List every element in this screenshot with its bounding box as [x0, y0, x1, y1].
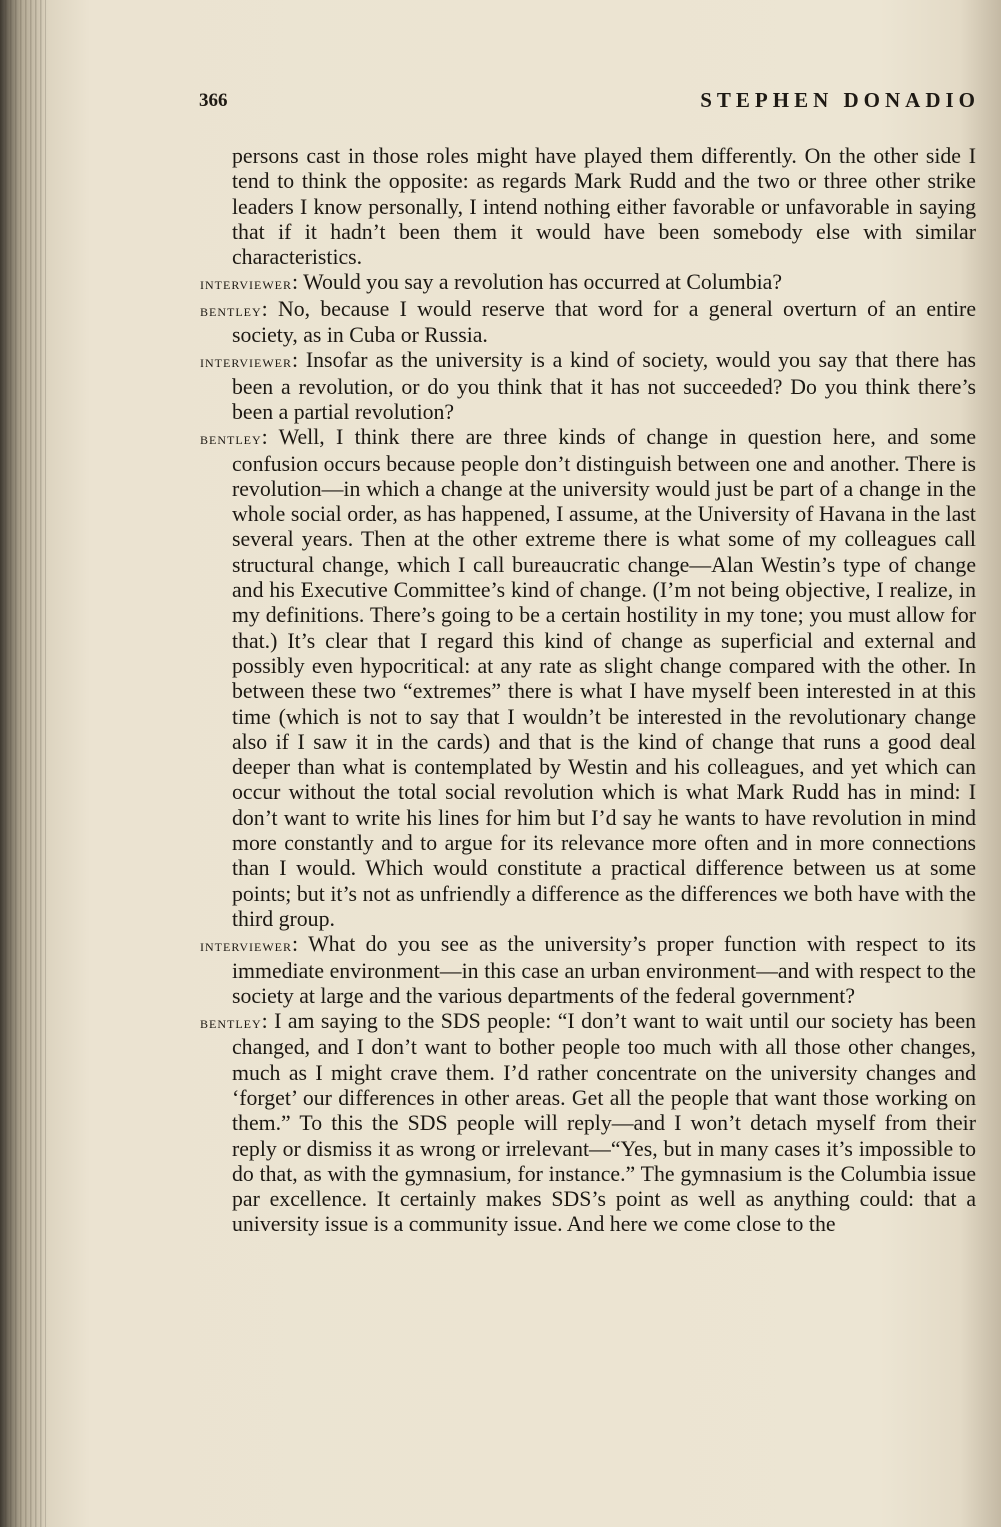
interview-entry: bentley: No, because I would reserve that word for a general overturn of an entire society, as in Cuba or Russia.	[200, 296, 976, 348]
speaker-label: bentley	[200, 429, 262, 449]
entry-text: Well, I think there are three kinds of change in question here, and some confusion occurs because people don’t distinguish between one and another. There is revolution—in which a change at the university would just be part of a change in the whole social order, as has happened, I assume, at the University of Havana in the last several years. Then at the other extreme there is what some of my colleagues call structural change, which I call bureaucratic change—Alan Westin’s type of change and his Executive Committee’s kind of change. (I’m not being objective, I realize, in my definitions. There’s going to be a certain hostility in my tone; you must allow for that.) It’s clear that I regard this kind of change as superficial and external and possibly even hypocritical: at any rate as slight change compared with the other. In between these two “extremes” there is what I have myself been interested in at this time (which is not to say that I wouldn’t be interested in the revolutionary change also if I saw it in the cards) and that is the kind of change that runs a good deal deeper than what is contemplated by Westin and his colleagues, and yet which can occur without the total social revolution which is what Mark Rudd has in mind: I don’t want to write his lines for him but I’d say he wants to have revolution in mind more constantly and to argue for its relevance more often and in more connections than I would. Which would constitute a practical difference between us at some points; but it’s not as unfriendly a difference as the differences we both have with the third group.	[232, 425, 976, 931]
interview-entry: interviewer: Would you say a revolution has occurred at Columbia?	[200, 270, 783, 295]
speaker-label: interviewer	[200, 936, 293, 956]
speaker-label: interviewer	[200, 352, 293, 372]
entry-text: I am saying to the SDS people: “I don’t want to wait until our society has been changed, and I don’t want to bother people too much with all those other changes, much as I might crave them. I’d rather concentrate on the university changes and ‘forget’ our differences in other areas. Get all the people that want those working on them.” To this the SDS people will reply—and I won’t detach myself from their reply or dismiss it as wrong or irrelevant—“Yes, but in many cases it’s impossible to do that, as with the gymnasium, for instance.” The gymnasium is the Columbia issue par excellence. It certainly makes SDS’s point as well as anything could: that a university issue is a community issue. And here we come close to the	[232, 1009, 976, 1237]
entry-text: Would you say a revolution has occurred at Columbia?	[303, 270, 783, 295]
entry-text: No, because I would reserve that word for a general overturn of an entire society, as in Cuba or Russia.	[232, 296, 976, 348]
interview-entry: interviewer: What do you see as the university’s proper function with respect to its immediate environment—in this case an urban environment—and with respect to the society at large and the various departments of the federal government?	[200, 932, 976, 1008]
speaker-label: interviewer	[200, 274, 293, 294]
interview-entry: bentley: I am saying to the SDS people: “I don’t want to wait until our society has been changed, and I don’t want to bother people too much with all those other changes, much as I might crave them. I’d rather concentrate on the university changes and ‘forget’ our differences in other areas. Get all the people that want those working on them.” To this the SDS people will reply—and I won’t detach myself from their reply or dismiss it as wrong or irrelevant—“Yes, but in many cases it’s impossible to do that, as with the gymnasium, for instance.” The gymnasium is the Columbia issue par excellence. It certainly makes SDS’s point as well as anything could: that a university issue is a community issue. And here we come close to the	[200, 1009, 976, 1237]
interview-entry: bentley: Well, I think there are three kinds of change in question here, and some confusion occurs because people don’t distinguish between one and another. There is revolution—in which a change at the university would just be part of a change in the whole social order, as has happened, I assume, at the University of Havana in the last several years. Then at the other extreme there is what some of my colleagues call structural change, which I call bureaucratic change—Alan Westin’s type of change and his Executive Committee’s kind of change. (I’m not being objective, I realize, in my definitions. There’s going to be a certain hostility in my tone; you must allow for that.) It’s clear that I regard this kind of change as superficial and external and possibly even hypocritical: at any rate as slight change compared with the other. In between these two “extremes” there is what I have myself been interested in at this time (which is not to say that I wouldn’t be interested in the revolutionary change also if I saw it in the cards) and that is the kind of change that runs a good deal deeper than what is contemplated by Westin and his colleagues, and yet which can occur without the total social revolution which is what Mark Rudd has in mind: I don’t want to write his lines for him but I’d say he wants to have revolution in mind more constantly and to argue for its relevance more often and in more connections than I would. Which would constitute a practical difference between us at some points; but it’s not as unfriendly a difference as the differences we both have with the third group.	[200, 425, 976, 931]
page-number: 366	[199, 90, 228, 111]
interview-entry: interviewer: Insofar as the university is a kind of society, would you say that there has been a revolution, or do you think that it has not succeeded? Do you think there’s been a partial revolution?	[200, 348, 976, 424]
speaker-label: bentley	[200, 1013, 262, 1033]
page-header	[199, 86, 980, 120]
running-head: STEPHEN DONADIO	[700, 88, 980, 112]
page-binding-edge	[0, 0, 46, 1527]
entry-text: Insofar as the university is a kind of society, would you say that there has been a revolution, or do you think that it has not succeeded? Do you think there’s been a partial revolution?	[232, 348, 976, 424]
speaker-label: bentley	[200, 300, 262, 320]
continued-paragraph: persons cast in those roles might have played them differently. On the other side I tend to think the opposite: as regards Mark Rudd and the two or three other strike leaders I know personally, I intend nothing either favorable or unfavorable in saying that if it hadn’t been them it would have been somebody else with similar characteristics.	[232, 144, 976, 270]
interview-text	[200, 144, 976, 1238]
entry-text: What do you see as the university’s proper function with respect to its immediate environment—in this case an urban environment—and with respect to the society at large and the various departments of the federal government?	[232, 932, 976, 1008]
